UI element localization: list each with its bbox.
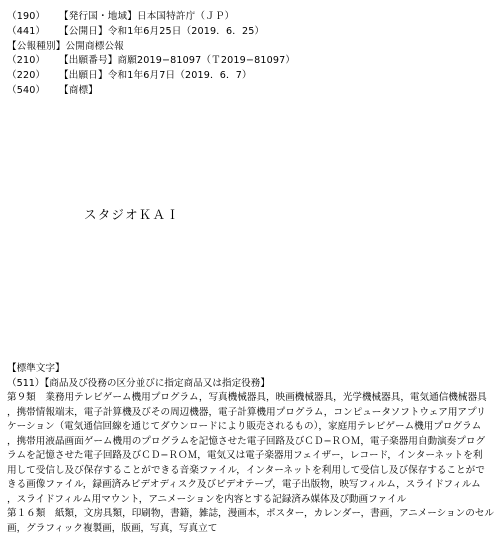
header-line-application-number xyxy=(7,54,497,69)
header-text: 【出願日】令和1年6月7日（2019．6．7） xyxy=(59,70,252,81)
goods-and-services-section xyxy=(7,362,499,536)
inid-code: （511） xyxy=(7,378,45,389)
goods-line: ケーション（電気通信回線を通じてダウンロードにより販売されるもの），家庭用テレビゲーム機用プログラム xyxy=(7,420,499,435)
goods-line: ，携帯情報端末，電子計算機及びその周辺機器，電子計算機用プログラム，コンピュータソフトウェア用アプリ xyxy=(7,406,499,421)
header-line-application-date xyxy=(7,69,497,84)
inid-code: （540） xyxy=(7,84,59,99)
classification-heading xyxy=(7,377,499,392)
goods-line: ラムを記憶させた電子回路及びＣＤ−ＲＯＭ，電気又は電子楽器用フェイザー，レコード，インターネットを利 xyxy=(7,449,499,464)
goods-line: ，携帯用液晶画面ゲーム機用のプログラムを記憶させた電子回路及びＣＤ−ＲＯＭ，電子楽器用自動演奏プログ xyxy=(7,435,499,450)
header-line-issuing-country xyxy=(7,10,497,25)
inid-code: （190） xyxy=(7,10,59,25)
goods-line: 画，グラフィック複製画，版画，写真，写真立て xyxy=(7,522,499,536)
bibliographic-header xyxy=(7,10,497,99)
header-line-publication-date xyxy=(7,25,497,40)
header-text: 【商標】 xyxy=(59,85,98,96)
header-text: 【発行国・地域】日本国特許庁（ＪＰ） xyxy=(59,11,234,22)
classification-label: 【商品及び役務の区分並びに指定商品又は指定役務】 xyxy=(45,378,270,389)
inid-code: （441） xyxy=(7,25,59,40)
goods-line: ，スライドフィルム用マウント，アニメーションを内容とする記録済み媒体及び動画ファイル xyxy=(7,493,499,508)
header-text: 【公報種別】公開商標公報 xyxy=(7,41,124,52)
goods-line: きる画像ファイル，録画済みビデオディスク及びビデオテープ，電子出版物，映写フィルム，スライドフィルム xyxy=(7,478,499,493)
header-line-gazette-type xyxy=(7,40,497,55)
goods-line: 第９類 業務用テレビゲーム機用プログラム，写真機械器具，映画機械器具，光学機械器具，電気通信機械器具 xyxy=(7,391,499,406)
inid-code: （220） xyxy=(7,69,59,84)
header-text: 【公開日】令和1年6月25日（2019．6．25） xyxy=(59,26,264,37)
trademark-text: スタジオＫＡＩ xyxy=(84,205,180,223)
inid-code: （210） xyxy=(7,54,59,69)
header-line-trademark-label xyxy=(7,84,497,99)
standard-characters-heading: 【標準文字】 xyxy=(7,362,499,377)
goods-line: 第１６類 紙類，文房具類，印刷物，書籍，雑誌，漫画本，ポスター，カレンダー，書画，アニメーションのセル xyxy=(7,507,499,522)
goods-line: 用して受信し及び保存することができる音楽ファイル，インターネットを利用して受信し及び保存することがで xyxy=(7,464,499,479)
header-text: 【出願番号】商願2019−81097（Ｔ2019−81097） xyxy=(59,55,295,66)
